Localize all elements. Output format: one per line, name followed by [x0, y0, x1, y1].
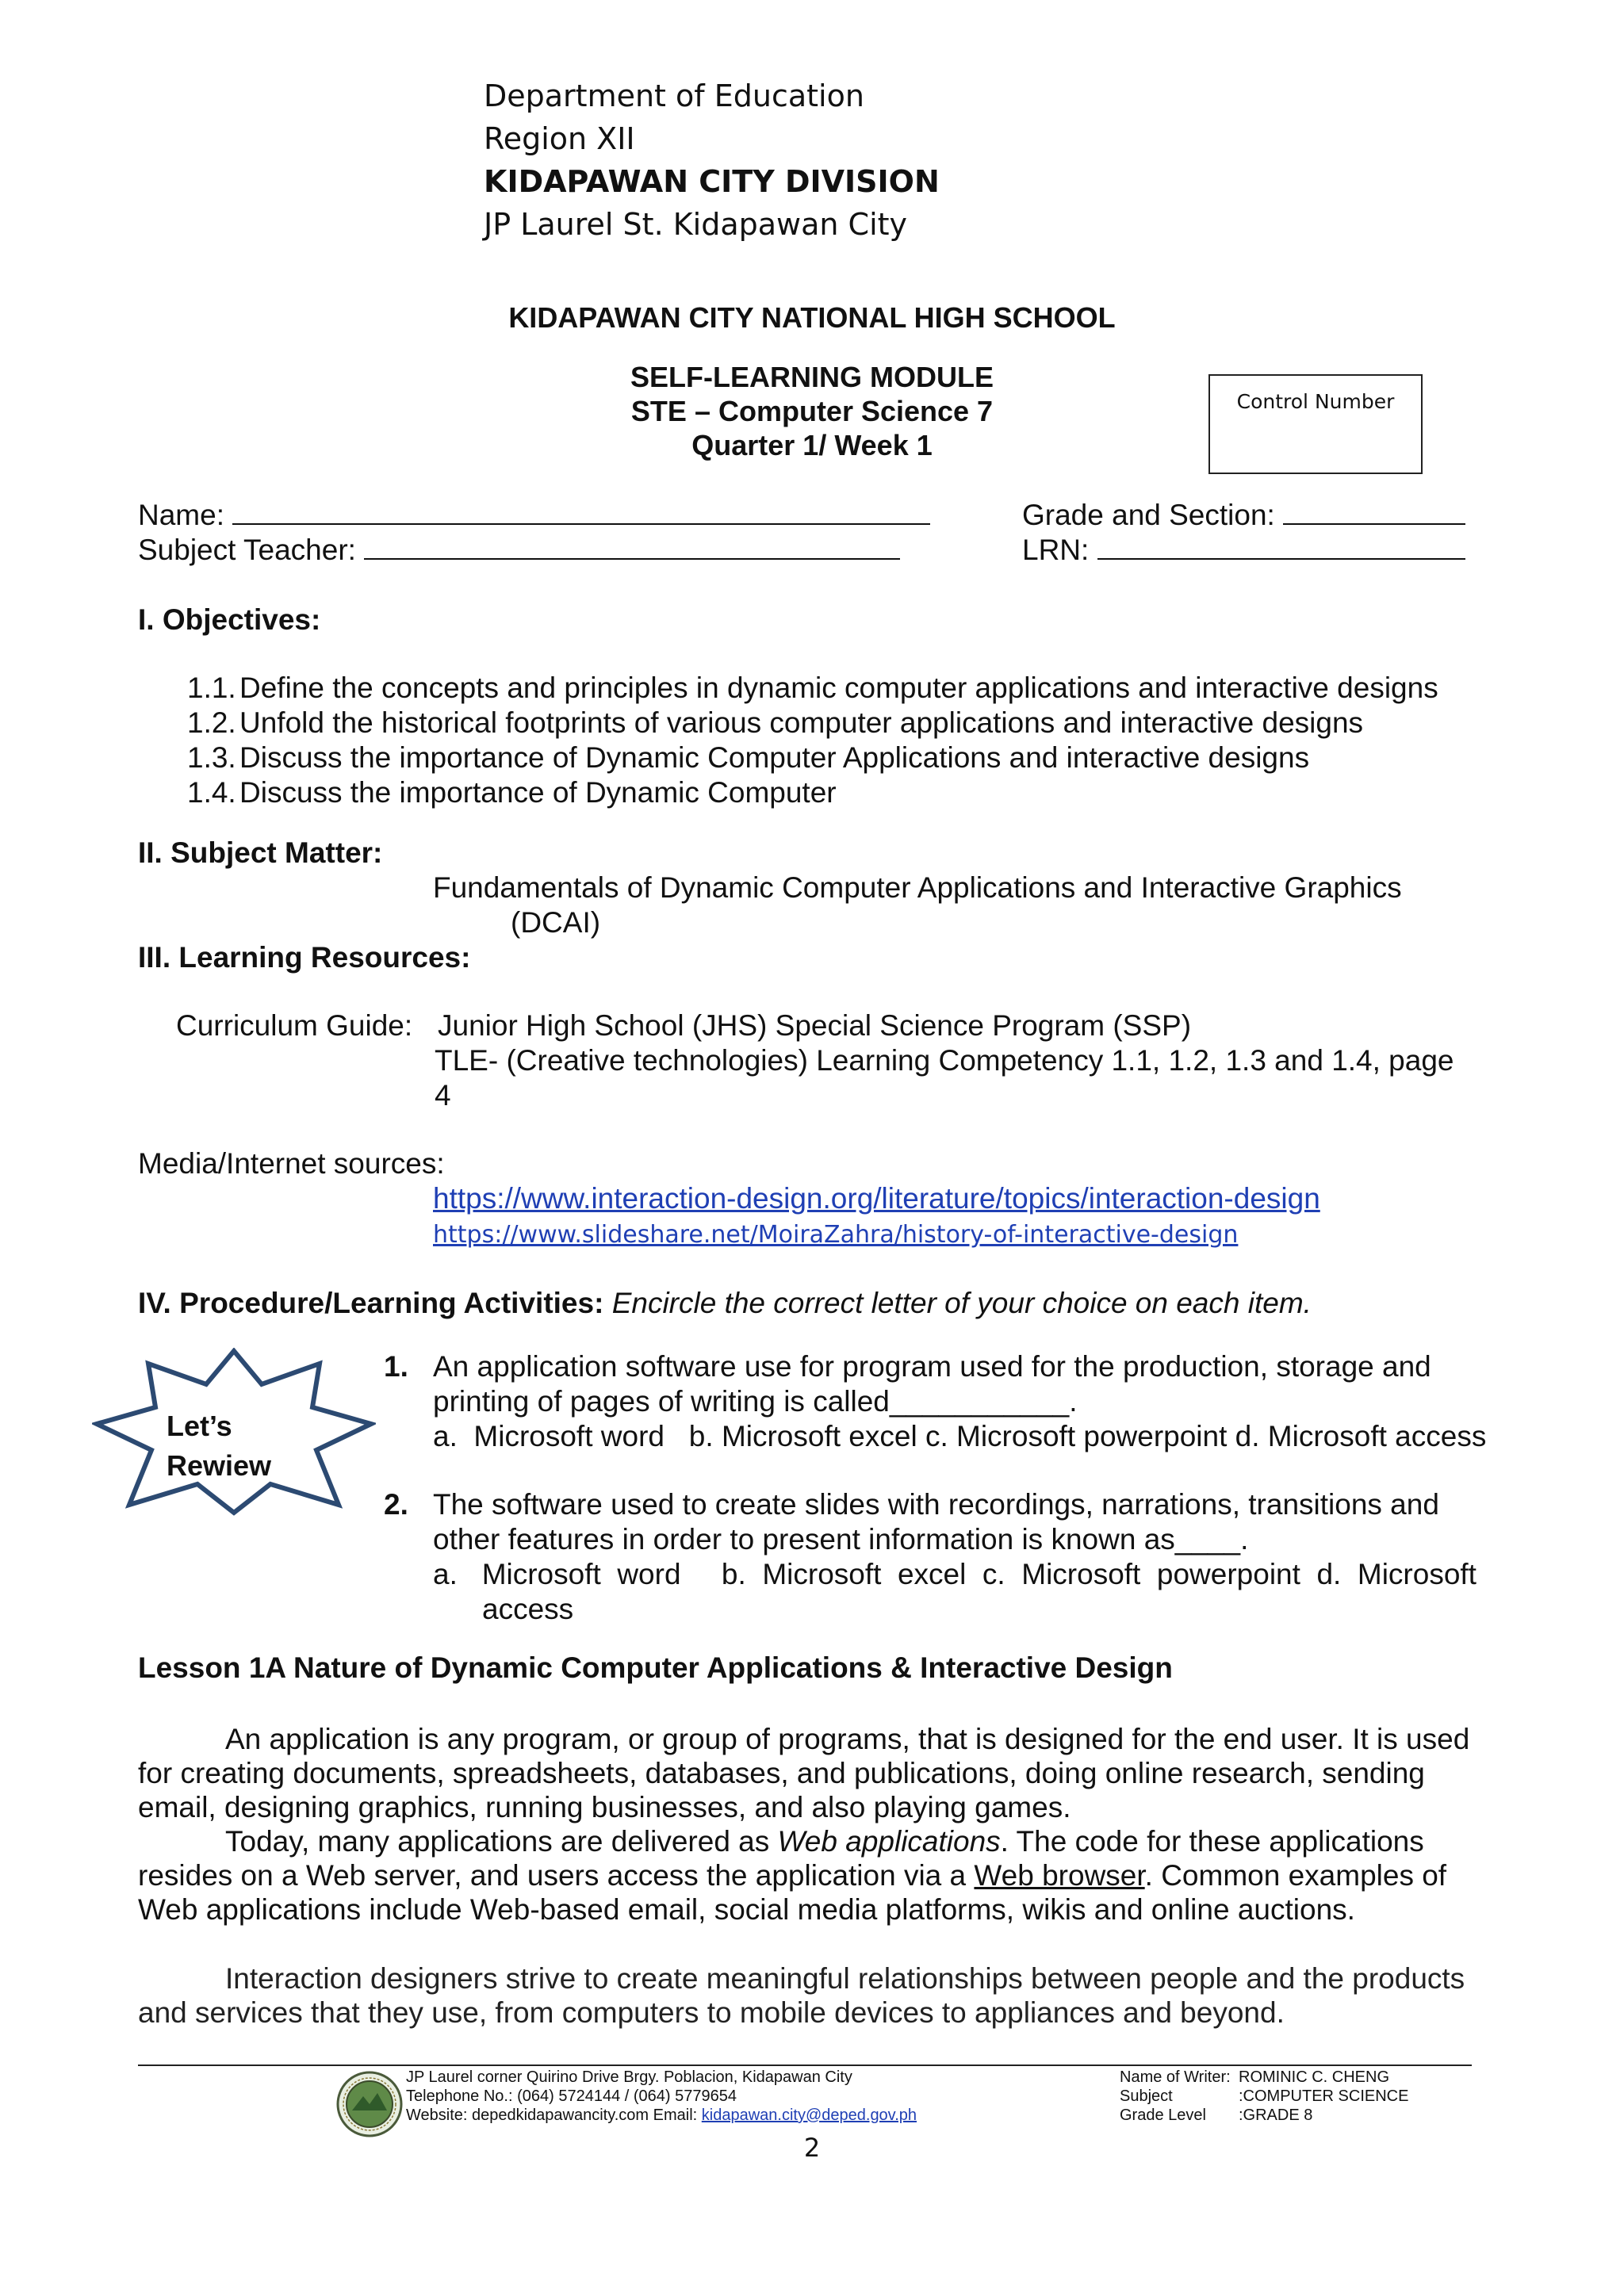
control-number-label: Control Number: [1236, 390, 1395, 413]
name-field[interactable]: Name:: [138, 498, 930, 533]
lesson-paragraph-2: Today, many applications are delivered as Web applications. The code for these applications resides on a Web server, and users access the application via a Web browser. Common examples of Web applications include Web-based email, social media platforms, wikis and online auctions.: [138, 1825, 1447, 1926]
module-subject: STE – Computer Science 7: [630, 395, 994, 427]
question-2-line2: other features in order to present information is known as____.: [433, 1523, 1249, 1556]
subject-matter-line1: Fundamentals of Dynamic Computer Applications and Interactive Graphics: [433, 871, 1402, 904]
question-2-choices[interactable]: a. Microsoft word b. Microsoft excel c. Microsoft powerpoint d. Microsoft: [433, 1558, 1477, 1590]
objective-item: 1.1. Define the concepts and principles in dynamic computer applications and interactive designs: [187, 672, 1438, 704]
curriculum-guide-line1: Junior High School (JHS) Special Science Program (SSP): [438, 1009, 1192, 1042]
page-number: 2: [803, 2133, 821, 2163]
grade-section-field[interactable]: Grade and Section:: [1022, 498, 1465, 533]
procedure-heading: IV. Procedure/Learning Activities: Encircle the correct letter of your choice on each item.: [138, 1287, 1312, 1319]
header-address: JP Laurel St. Kidapawan City: [484, 207, 908, 242]
objectives-heading: I. Objectives:: [138, 603, 321, 636]
subject-teacher-field[interactable]: Subject Teacher:: [138, 533, 900, 568]
footer-divider: [138, 2064, 1472, 2066]
objective-item: 1.3. Discuss the importance of Dynamic Computer Applications and interactive designs: [187, 741, 1310, 774]
lesson-heading: Lesson 1A Nature of Dynamic Computer Applications & Interactive Design: [138, 1651, 1173, 1684]
footer-contact: JP Laurel corner Quirino Drive Brgy. Poblacion, Kidapawan City Telephone No.: (064) 5724144 / (064) 5779654 Website: depedkidapawancity.com Email: kidapawan.city@deped.gov.ph: [406, 2068, 917, 2124]
media-sources-label: Media/Internet sources:: [138, 1147, 445, 1180]
resources-heading: III. Learning Resources:: [138, 941, 471, 974]
link-interaction-design[interactable]: https://www.interaction-design.org/literature/topics/interaction-design: [433, 1182, 1320, 1215]
question-2-number: 2.: [384, 1488, 408, 1521]
question-1-number: 1.: [384, 1350, 408, 1383]
deped-seal-icon: [336, 2071, 403, 2137]
objective-item: 1.4. Discuss the importance of Dynamic Computer: [187, 776, 837, 809]
question-2-choices-cont: access: [482, 1593, 574, 1625]
subject-matter-heading: II. Subject Matter:: [138, 836, 383, 869]
lesson-paragraph-1: An application is any program, or group of programs, that is designed for the end user. It is used for creating documents, spreadsheets, databases, and publications, doing online research, sending email, designing graphics, running businesses, and also playing games.: [138, 1723, 1470, 1823]
question-1-line1: An application software use for program used for the production, storage and: [433, 1350, 1431, 1383]
question-2-line1: The software used to create slides with recordings, narrations, transitions and: [433, 1488, 1439, 1521]
footer-writer-info: Name of Writer: ROMINIC C. CHENG Subject :COMPUTER SCIENCE Grade Level :GRADE 8: [1120, 2068, 1409, 2124]
control-number-box[interactable]: [1208, 374, 1423, 474]
header-division: KIDAPAWAN CITY DIVISION: [484, 164, 940, 199]
star-text: Let’s Rewiew: [167, 1410, 272, 1482]
curriculum-guide-label: Curriculum Guide:: [176, 1009, 413, 1042]
question-1-choices[interactable]: a. Microsoft word b. Microsoft excel c. Microsoft powerpoint d. Microsoft access: [433, 1420, 1487, 1452]
module-quarter: Quarter 1/ Week 1: [691, 429, 933, 461]
module-title: SELF-LEARNING MODULE: [630, 361, 994, 393]
header-department: Department of Education: [484, 78, 864, 113]
lrn-field[interactable]: LRN:: [1022, 533, 1465, 568]
subject-matter-line2: (DCAI): [511, 906, 601, 939]
school-name: KIDAPAWAN CITY NATIONAL HIGH SCHOOL: [508, 301, 1116, 334]
link-slideshare[interactable]: https://www.slideshare.net/MoiraZahra/history-of-interactive-design: [433, 1221, 1239, 1249]
header-region: Region XII: [484, 121, 635, 156]
lesson-paragraph-3: Interaction designers strive to create meaningful relationships between people and the products and services that they use, from computers to mobile devices to appliances and beyond.: [138, 1962, 1465, 2029]
question-1-line2: printing of pages of writing is called___________.: [433, 1385, 1078, 1418]
footer-email-link[interactable]: kidapawan.city@deped.gov.ph: [701, 2107, 917, 2124]
objective-item: 1.2. Unfold the historical footprints of various computer applications and interactive designs: [187, 706, 1364, 739]
curriculum-guide-line2: TLE- (Creative technologies) Learning Competency 1.1, 1.2, 1.3 and 1.4, page: [435, 1044, 1454, 1077]
curriculum-guide-line3: 4: [435, 1079, 451, 1112]
web-browser-link[interactable]: Web browser: [974, 1859, 1145, 1892]
